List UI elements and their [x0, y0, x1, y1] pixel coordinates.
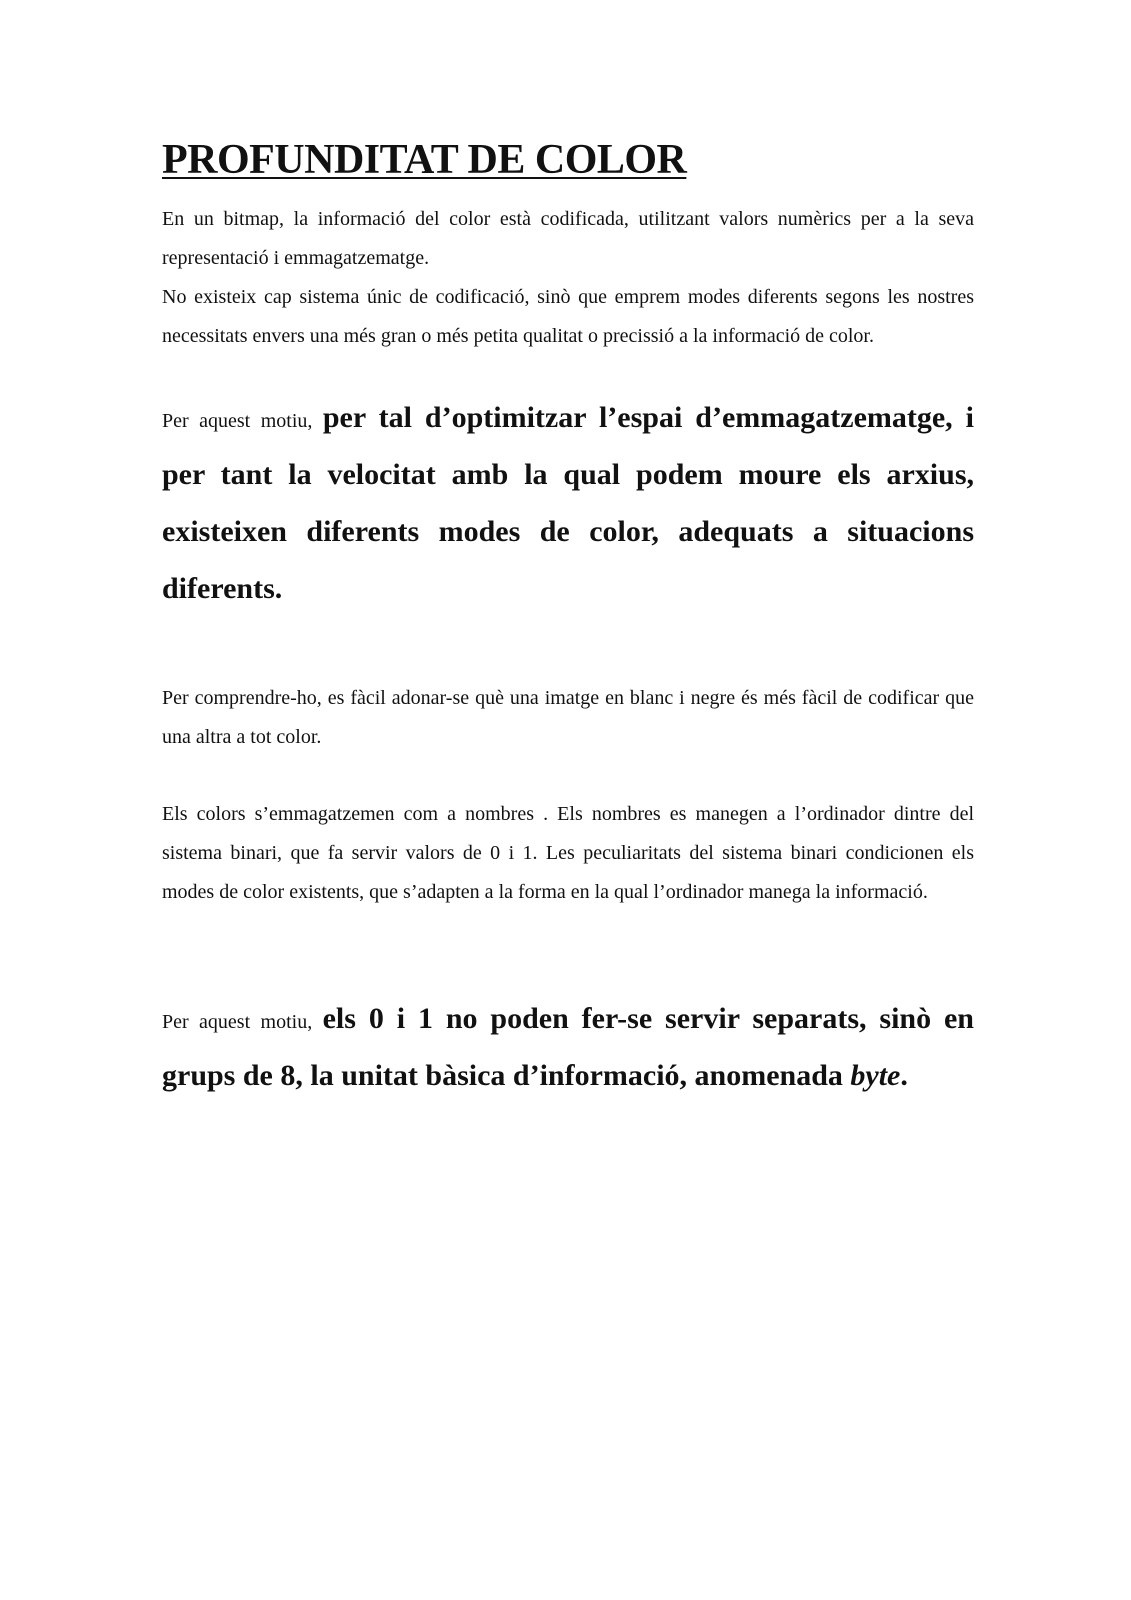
paragraph-emphasis-text: per tal d’optimitzar l’espai d’emmagatzematge, i per tant la velocitat amb la qual podem moure els arxius, existeixen diferents modes de color, adequats a situacions diferents. [162, 401, 974, 605]
paragraph-color-modes [162, 391, 974, 619]
paragraph-byte [162, 992, 974, 1106]
document-body [162, 134, 974, 1106]
page-title: PROFUNDITAT DE COLOR [162, 137, 687, 183]
byte-term: byte [850, 1059, 901, 1092]
paragraph-emphasis-text: els 0 i 1 no poden fer-se servir separats, sinò en grups de 8, la unitat bàsica d’informació, anomenada [162, 1002, 974, 1092]
paragraph-lead-text: Per aquest motiu, [162, 410, 323, 432]
paragraph-black-white: Per comprendre-ho, es fàcil adonar-se què una imatge en blanc i negre és més fàcil de codificar que una altra a tot color. [162, 687, 974, 748]
paragraph-bitmap-intro: En un bitmap, la informació del color està codificada, utilitzant valors numèrics per a la seva representació i emmagatzematge. [162, 208, 974, 269]
paragraph-binary-system: Els colors s’emmagatzemen com a nombres . Els nombres es manegen a l’ordinador dintre del sistema binari, que fa servir valors de 0 i 1. Les peculiaritats del sistema binari condicionen els modes de color existents, que s’adapten a la forma en la qual l’ordinador manega la informació. [162, 803, 974, 903]
paragraph-codification: No existeix cap sistema únic de codificació, sinò que emprem modes diferents segons les nostres necessitats envers una més gran o més petita qualitat o precissió a la informació de color. [162, 286, 974, 347]
paragraph-lead-text: Per aquest motiu, [162, 1011, 323, 1033]
paragraph-end-period: . [900, 1059, 908, 1092]
